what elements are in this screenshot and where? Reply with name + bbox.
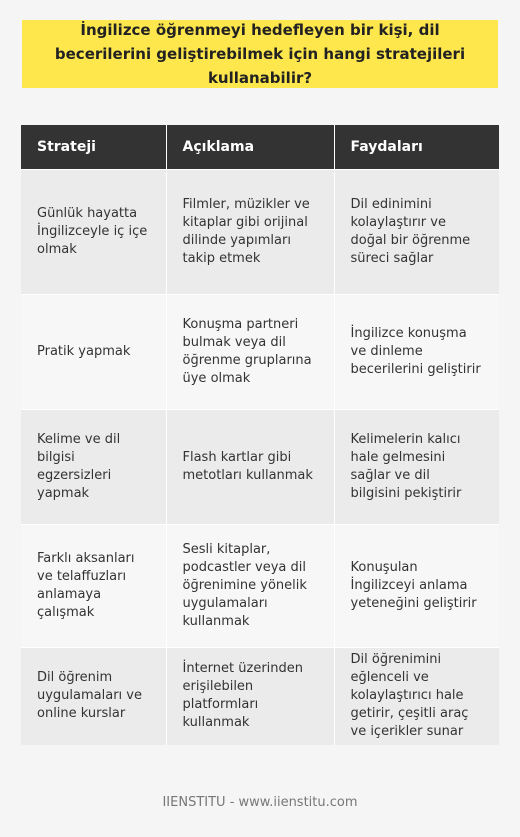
header-benefits: Faydaları bbox=[334, 125, 499, 169]
benefits-cell: İngilizce konuşma ve dinleme becerilerini geliştirir bbox=[334, 294, 499, 409]
table-row bbox=[21, 409, 499, 524]
description-cell: İnternet üzerinden erişilebilen platformları kullanmak bbox=[166, 647, 334, 745]
description-cell: Flash kartlar gibi metotları kullanmak bbox=[166, 409, 334, 524]
header-description: Açıklama bbox=[166, 125, 334, 169]
table-row bbox=[21, 524, 499, 647]
strategy-cell: Günlük hayatta İngilizceyle iç içe olmak bbox=[21, 169, 166, 294]
table-row bbox=[21, 294, 499, 409]
description-cell: Filmler, müzikler ve kitaplar gibi orijinal dilinde yapımları takip etmek bbox=[166, 169, 334, 294]
strategy-cell: Dil öğrenim uygulamaları ve online kurslar bbox=[21, 647, 166, 745]
strategy-cell: Farklı aksanları ve telaffuzları anlamaya çalışmak bbox=[21, 524, 166, 647]
table-row bbox=[21, 647, 499, 745]
table-row bbox=[21, 169, 499, 294]
strategy-cell: Kelime ve dil bilgisi egzersizleri yapmak bbox=[21, 409, 166, 524]
header-strategy: Strateji bbox=[21, 125, 166, 169]
benefits-cell: Konuşulan İngilizceyi anlama yeteneğini geliştirir bbox=[334, 524, 499, 647]
strategy-table bbox=[21, 125, 499, 745]
benefits-cell: Kelimelerin kalıcı hale gelmesini sağlar ve dil bilgisini pekiştirir bbox=[334, 409, 499, 524]
strategy-cell: Pratik yapmak bbox=[21, 294, 166, 409]
benefits-cell: Dil edinimini kolaylaştırır ve doğal bir öğrenme süreci sağlar bbox=[334, 169, 499, 294]
description-cell: Konuşma partneri bulmak veya dil öğrenme gruplarına üye olmak bbox=[166, 294, 334, 409]
footer-credit: IIENSTITU - www.iienstitu.com bbox=[162, 795, 358, 810]
page-title: İngilizce öğrenmeyi hedefleyen bir kişi, dil becerilerini geliştirebilmek için hangi stratejileri kullanabilir? bbox=[54, 21, 466, 87]
benefits-cell: Dil öğrenimini eğlenceli ve kolaylaştırıcı hale getirir, çeşitli araç ve içerikler sunar bbox=[334, 647, 499, 745]
description-cell: Sesli kitaplar, podcastler veya dil öğrenimine yönelik uygulamaları kullanmak bbox=[166, 524, 334, 647]
table-header-row bbox=[21, 125, 499, 169]
title-banner bbox=[22, 20, 498, 88]
